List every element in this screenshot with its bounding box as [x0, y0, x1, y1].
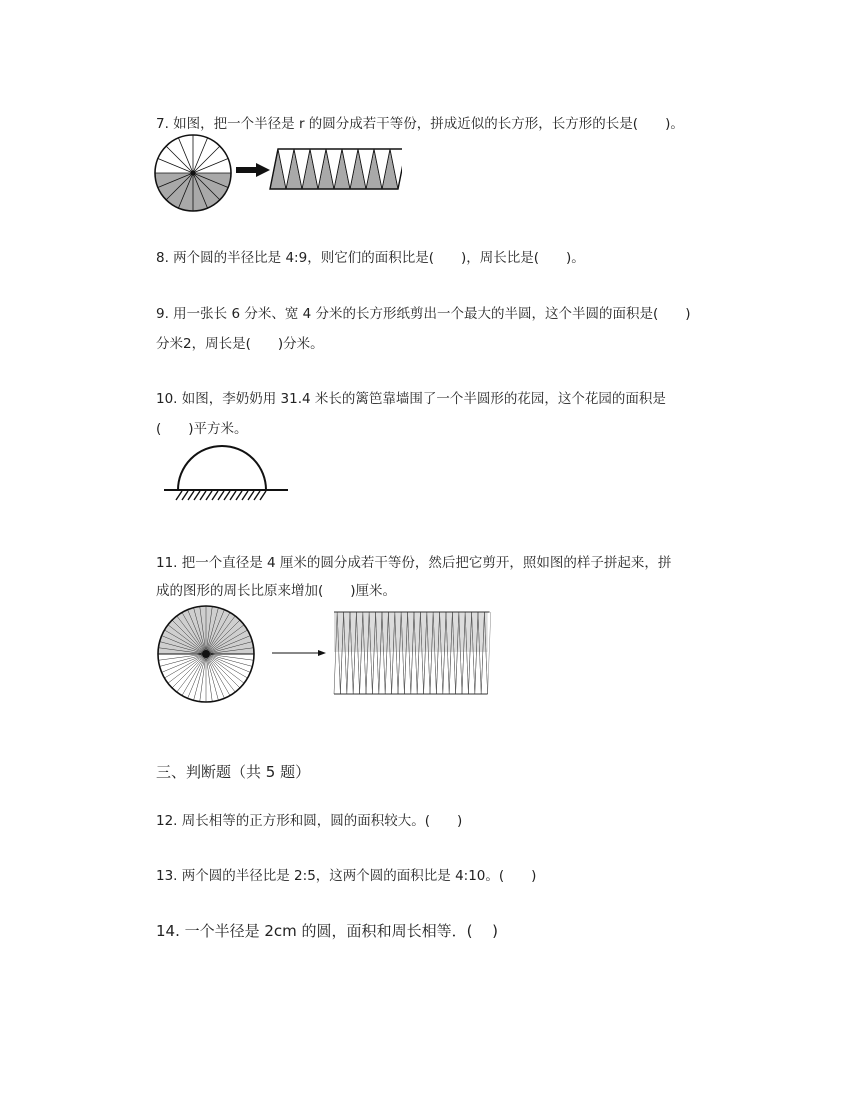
question-8-text: 8. 两个圆的半径比是 4:9，则它们的面积比是( )，周长比是( )。: [156, 250, 585, 266]
semicircle-garden-figure: [162, 442, 290, 504]
question-13-text: 13. 两个圆的半径比是 2:5，这两个圆的面积比是 4:10。( ): [156, 868, 537, 884]
question-14-text: 14. 一个半径是 2cm 的圆，面积和周长相等．( ): [156, 922, 499, 940]
arrow-icon: [272, 648, 326, 658]
question-11-line1: 11. 把一个直径是 4 厘米的圆分成若干等份，然后把它剪开，照如图的样子拼起来，拼: [156, 555, 672, 571]
approx-rectangle-figure: [268, 146, 402, 192]
question-10-line1: 10. 如图，李奶奶用 31.4 米长的篱笆靠墙围了一个半圆形的花园，这个花园的面积是: [156, 391, 666, 407]
question-7-text: 7. 如图，把一个半径是 r 的圆分成若干等份，拼成近似的长方形，长方形的长是( )。: [156, 116, 684, 132]
question-10-line2: ( )平方米。: [156, 421, 248, 437]
section-title: 三、判断题（共 5 题）: [156, 763, 311, 781]
circle-many-sectors-figure: [154, 604, 258, 708]
question-9-line2: 分米2，周长是( )分米。: [156, 336, 324, 352]
arrow-icon: [236, 163, 270, 177]
approx-rectangle-figure-2: [332, 610, 496, 698]
question-11-line2: 成的图形的周长比原来增加( )厘米。: [156, 583, 397, 599]
circle-sectors-figure: [152, 132, 234, 214]
question-9-line1: 9. 用一张长 6 分米、宽 4 分米的长方形纸剪出一个最大的半圆，这个半圆的面积是( ): [156, 306, 691, 322]
question-12-text: 12. 周长相等的正方形和圆，圆的面积较大。( ): [156, 813, 463, 829]
